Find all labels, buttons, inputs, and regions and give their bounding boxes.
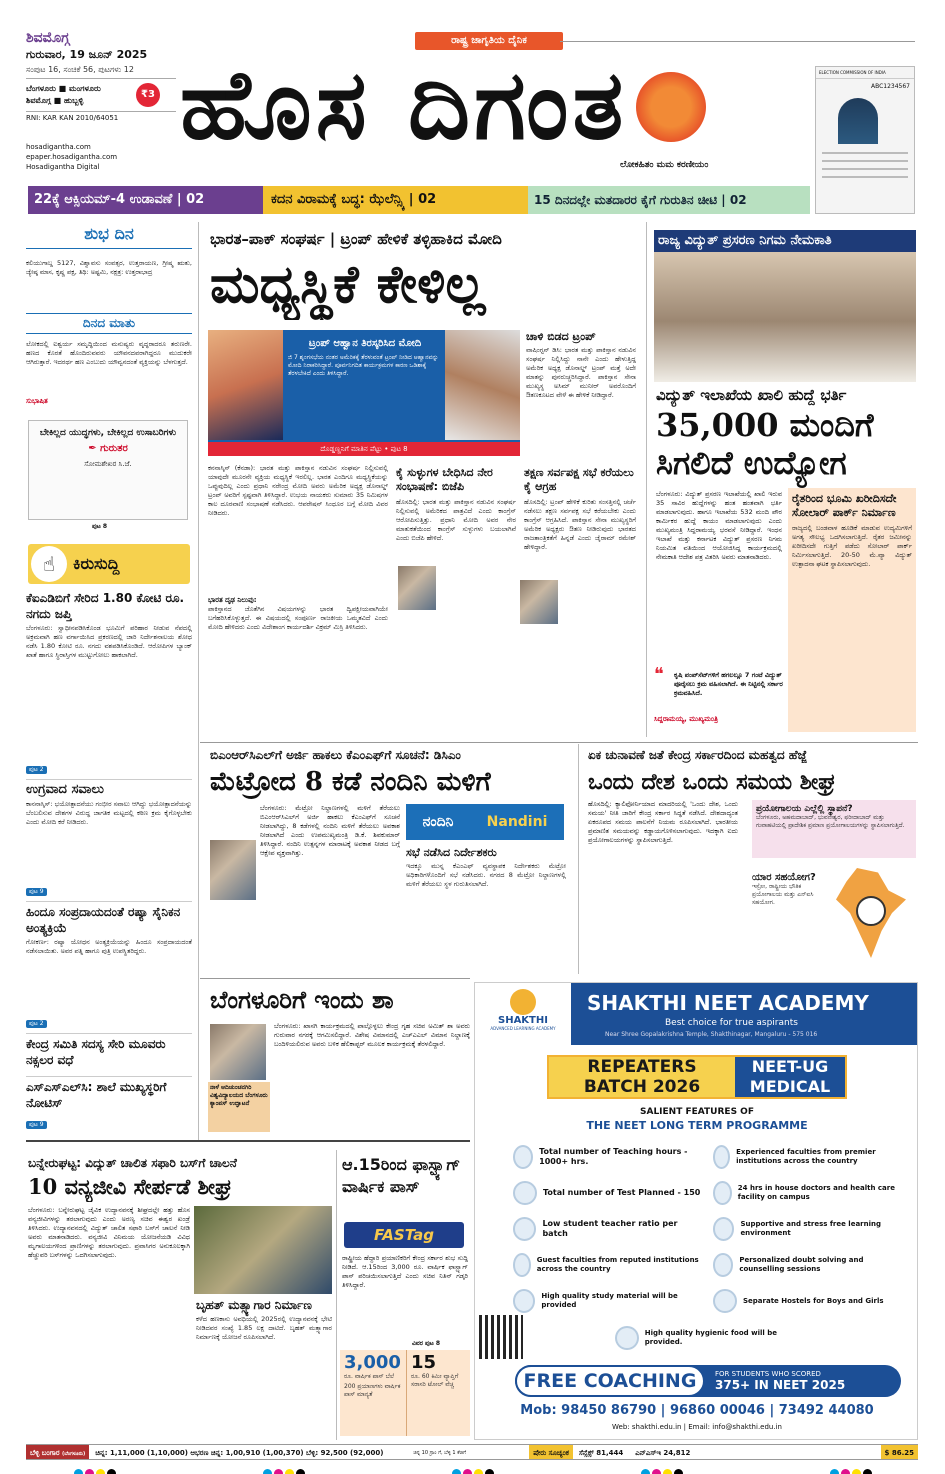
brief-item-2-body: ಕಾನನಾಸ್ಕಿಸ್: ಭಯೋತ್ಪಾದನೆಯು ಗಂಭೀರ ಸವಾಲು ಆಗಿದ್ದು ಭಯೋತ್ಪಾದನೆಯನ್ನು ಬೆಂಬಲಿಸುವ ದೇಶಗಳ ವಿರುದ್ಧ ಜಾಗತಿಕ ಮಟ್ಟದಲ್ಲಿ ಕಠಿಣ ಕ್ರಮ ಕೈಗೊಳ್ಳಬೇಕು ಎಂದು ಮೋದಿ ಕರೆ ನೀಡಿದರು.	[26, 800, 192, 826]
ad-logo-sub: ADVANCED LEARNING ACADEMY	[490, 1026, 556, 1031]
gold-city: (ಬೆಂಗಳೂರು)	[62, 1451, 86, 1457]
ad-header	[475, 983, 918, 1045]
brief-item-3	[26, 901, 192, 1029]
ad-mobile[interactable]: Mob: 98450 86790 | 96860 00046 | 73492 44080	[520, 1403, 874, 1418]
nandini-sub	[406, 846, 566, 966]
quote-text: ಲೋಕದಲ್ಲಿ ಐಶ್ವರ್ಯ ಸಮೃದ್ಧಿಯಿಂದ ಮನುಷ್ಯರು ವೃದ್ಧರಾದರೂ ತರುಣರೇ. ಹಣದ ಕೊರತೆ ಹೊಂದಿರುವವರು ಯೌವನದವರಾಗಿದ್ದರೂ ಮುದುಕರೇ ಆಗಿರುತ್ತಾರೆ. ಇದರರ್ಥ ಹಣ ಎಂಬುದು ಯೌವ್ವನದಂತೆ ವ್ಯಕ್ತಿಯನ್ನು ಬೆಳಗುತ್ತದೆ.	[26, 340, 192, 366]
newspaper-title	[180, 50, 800, 160]
ad-feature-left-2	[513, 1175, 701, 1211]
nandini-headline: ಮೆಟ್ರೋದ 8 ಕಡೆ ನಂದಿನಿ ಮಳಿಗೆ	[210, 767, 491, 797]
teaser-2-text: ಕದನ ವಿರಾಮಕ್ಕೆ ಬದ್ಧ: ಝೆಲೆನ್ಸ್ಕಿ	[271, 192, 405, 207]
shakthi-ad[interactable]	[474, 982, 918, 1440]
collab-head: ಯಾರ ಸಹಯೋಗ?	[752, 872, 816, 883]
power-kicker: ವಿದ್ಯುತ್ ಇಲಾಖೆಯ ಖಾಲಿ ಹುದ್ದೆ ಭರ್ತಿ	[656, 386, 847, 404]
link-website[interactable]: hosadigantha.com	[26, 143, 91, 151]
brief-item-3-more[interactable]: ಪುಟ 2	[26, 1020, 47, 1028]
guest-faculty-icon	[513, 1253, 531, 1277]
dollar-icon: $	[884, 1449, 890, 1457]
ad-feature-right-3-text: Supportive and stress free learning environment	[740, 1220, 882, 1237]
lead-photo-caption-bar: ದೊಡ್ಡಣ್ಣನಿಗೆ ಮಾತಿನ ಪೆಟ್ಟು • ಪುಟ 8	[208, 442, 520, 456]
issue-date: ಗುರುವಾರ, 19 ಜೂನ್ 2025	[26, 48, 148, 61]
ad-features-title-2: THE NEET LONG TERM PROGRAMME	[586, 1119, 808, 1132]
solar-box	[788, 488, 916, 732]
lead-photo-text: ಜಿ 7 ಶೃಂಗಸಭೆಯ ನಂತರ ಅಮೆರಿಕಕ್ಕೆ ತೆರಳುವಂತೆ ಟ್ರಂಪ್ ನೀಡಿದ ಆಹ್ವಾನವನ್ನು ಮೋದಿ ನಿರಾಕರಿಸಿದ್ದಾರೆ. ಪೂರ್ವನಿಗದಿತ ಕಾರ್ಯಕ್ರಮಗಳ ಕಾರಣ ಒಡಿಶಾಕ್ಕೆ ತೆರಳಬೇಕಿದೆ ಎಂದು ತಿಳಿಸಿದ್ದಾರೆ.	[288, 354, 439, 377]
city-mangaluru: ಮಂಗಳೂರು	[69, 84, 101, 93]
lead-body-1-text: ಕನನಾಸ್ಕಿಸ್ (ಕೆನಡಾ): ಭಾರತ ಮತ್ತು ಪಾಕಿಸ್ತಾನ ನಡುವಿನ ಸಂಘರ್ಷ ನಿಲ್ಲಿಸುವಲ್ಲಿ ಯಾವುದೇ ಮೂರನೇ ವ್ಯಕ್ತಿಯ ಮಧ್ಯಸ್ಥಿಕೆ ಇರಲಿಲ್ಲ. ಭಾರತ ಎಂದಿಗೂ ಮಧ್ಯಸ್ಥಿಕೆಯನ್ನು ಒಪ್ಪುವುದಿಲ್ಲ ಎಂದು ಪ್ರಧಾನಿ ನರೇಂದ್ರ ಮೋದಿ ಅವರು ಅಮೆರಿಕ ಅಧ್ಯಕ್ಷ ಡೊನಾಲ್ಡ್ ಟ್ರಂಪ್ ಅವರಿಗೆ ಸ್ಪಷ್ಟವಾಗಿ ತಿಳಿಸಿದ್ದಾರೆ. ಉಭಯ ನಾಯಕರು ಸುಮಾರು 35 ನಿಮಿಷಗಳ ಕಾಲ ದೂರವಾಣಿ ಸಂಭಾಷಣೆ ನಡೆಸಿದರು. ಆಪರೇಷನ್ ಸಿಂಧೂರ ಬಗ್ಗೆ ಮೋದಿ ವಿವರ ನೀಡಿದರು.	[208, 464, 388, 517]
solar-head: ರೈತರಿಂದ ಭೂಮಿ ಖರೀದಿಸದೇ ಸೋಲಾರ್ ಪಾರ್ಕ್ ನಿರ್ಮಾಣ	[792, 492, 897, 519]
dinada-maatu-heading: ದಿನದ ಮಾತು	[26, 313, 192, 334]
ad-logo-text: SHAKTHI	[498, 1015, 548, 1026]
ad-feature-last-text: High quality hygienic food will be provided.	[644, 1329, 777, 1346]
teaser-2-page: 02	[418, 192, 437, 207]
ad-logo-emblem-icon	[510, 989, 536, 1015]
modi-photo	[445, 330, 520, 440]
voter-photo-icon	[838, 98, 878, 144]
power-body: ಬೆಂಗಳೂರು: ವಿದ್ಯುತ್ ಪ್ರಸರಣ ಇಲಾಖೆಯಲ್ಲಿ ಖಾಲಿ ಇರುವ 35 ಸಾವಿರ ಹುದ್ದೆಗಳನ್ನು ಹಂತ ಹಂತವಾಗಿ ಭರ್ತಿ ಮಾಡಲಾಗುವುದು. ಹಾಗೂ ಇಲಾಖೆಯ 532 ಮಂದಿ ಪೌರ ಕಾರ್ಮಿಕರ ಹುದ್ದೆ ಕಾಯಂ ಮಾಡಲಾಗುವುದು ಎಂದು ಮುಖ್ಯಮಂತ್ರಿ ಸಿದ್ದರಾಮಯ್ಯ ಭರವಸೆ ನೀಡಿದ್ದಾರೆ. ಇಂಧನ ಇಲಾಖೆ ಮತ್ತು ಕರ್ನಾಟಕ ವಿದ್ಯುತ್ ಪ್ರಸರಣ ನಿಗಮ ನಿಯಮಿತ ವತಿಯಿಂದ ಆಯೋಜಿಸಿದ್ದ ಕಾರ್ಯಕ್ರಮದಲ್ಲಿ ನೇಮಕಾತಿ ಆದೇಶ ಪತ್ರ ವಿತರಿಸಿ ಅವರು ಮಾತನಾಡಿದರು.	[656, 490, 782, 561]
safari-photo	[194, 1206, 332, 1294]
brief-item-5-more[interactable]: ಪುಟ 9	[26, 1121, 47, 1129]
kirusuddi-banner	[28, 544, 190, 584]
ad-tagline: Best choice for true aspirants	[665, 1018, 798, 1028]
power-quote-author: ಸಿದ್ದರಾಮಯ್ಯ, ಮುಖ್ಯಮಂತ್ರಿ	[654, 715, 718, 723]
ad-feature-right-4	[713, 1247, 909, 1283]
edition-name: ಶಿವಮೊಗ್ಗ	[26, 30, 70, 46]
clock-hours-icon	[513, 1145, 533, 1169]
lead-body-1	[208, 464, 388, 734]
lead-sub-1-head: ಕೈ ಸುಳ್ಳುಗಳ ಬೇಧಿಸಿದ ನೇರ ಸಂಭಾಷಣೆ: ಬಿಜೆಪಿ	[396, 466, 493, 493]
safari-kicker: ಬನ್ನೇರುಘಟ್ಟ: ವಿದ್ಯುತ್ ಚಾಲಿತ ಸಫಾರಿ ಬಸ್‌ಗೆ ಚಾಲನೆ	[28, 1156, 237, 1170]
cartoon-text: ಬೇಕಿಲ್ಲದ ಯುದ್ಧಗಳು, ಬೇಕಿಲ್ಲದ ಉಸಾಬರಿಗಳು	[39, 428, 177, 438]
motto: ಲೋಕಹಿತಂ ಮಮ ಕರಣೀಯಂ	[620, 160, 709, 170]
labs-head: ಪ್ರಯೋಗಾಲಯ ಎಲ್ಲೆಲ್ಲಿ ಸ್ಥಾಪನೆ?	[756, 804, 853, 814]
usd-box	[881, 1445, 918, 1459]
cartoon-author: ಸೋಮಶೇಖರ ಸಿ.ಜೆ.	[84, 460, 132, 468]
ad-feature-right-2	[713, 1175, 909, 1211]
panchanga-text: ಕಲಿಯುಗಾಬ್ದ 5127, ವಿಶ್ವಾವಸು ಸಂವತ್ಸರ, ಉತ್ತರಾಯಣ, ಗ್ರೀಷ್ಮ ಋತು, ಜ್ಯೇಷ್ಠ ಮಾಸ, ಕೃಷ್ಣ ಪಕ್ಷ, ತಿಥಿ: ಅಷ್ಟಮಿ, ನಕ್ಷತ್ರ: ಉತ್ತರಾಭಾದ್ರ	[26, 259, 192, 276]
kirusuddi-heading: ಕಿರುಸುದ್ದಿ	[73, 554, 120, 573]
usd-rate: 86.25	[891, 1449, 914, 1457]
gold-label-box	[26, 1445, 89, 1459]
ad-batch-box	[547, 1055, 847, 1099]
nandini-kicker: ಬಿಎಂಆರ್‌ಸಿಎಲ್‌ಗೆ ಅರ್ಜಿ ಹಾಕಲು ಕೆಎಂಎಫ್‌ಗೆ ಸೂಚನೆ: ಡಿಸಿಎಂ	[210, 748, 461, 762]
brief-item-3-body: ಗೋಕರ್ಣ: ರಷ್ಯಾ ಯೋಧನ ಅಂತ್ಯಕ್ರಿಯೆಯನ್ನು ಹಿಂದೂ ಸಂಪ್ರದಾಯದಂತೆ ನಡೆಸಲಾಯಿತು. ಅವರ ಪತ್ನಿ ಹಾಗೂ ಪುತ್ರಿ ಉಪಸ್ಥಿತರಿದ್ದರು.	[26, 938, 192, 955]
ad-feature-left-2-text: Total number of Test Planned - 150	[543, 1188, 701, 1197]
quote-icon: ❝	[654, 664, 664, 685]
trump-photo	[208, 330, 283, 440]
link-epaper[interactable]: epaper.hosadigantha.com	[26, 153, 118, 161]
onetime-headline: ಒಂದು ದೇಶ ಒಂದು ಸಮಯ ಶೀಘ್ರ	[588, 769, 836, 795]
brief-item-1-more[interactable]: ಪುಟ 2	[26, 766, 47, 774]
market-label: ಷೇರು ಸೂಚ್ಯಂಕ	[529, 1445, 573, 1459]
ad-feature-left-1	[513, 1139, 701, 1175]
fastag-stat-2	[406, 1350, 470, 1436]
fastag-headline: ಆ.15ರಿಂದ ಫಾಸ್ಟ್ಯಾಗ್ ವಾರ್ಷಿಕ ಪಾಸ್	[342, 1155, 461, 1196]
brief-item-2	[26, 779, 192, 897]
hostel-icon	[713, 1289, 737, 1313]
ad-name: SHAKTHI NEET ACADEMY	[587, 991, 869, 1015]
fastag-stat-1-value: 3,000	[344, 1352, 401, 1373]
lead-photo-page: ಪುಟ 8	[390, 445, 408, 453]
ad-web[interactable]: Web: shakthi.edu.in | Email: info@shakthi.edu.in	[612, 1423, 782, 1431]
ad-free-coaching	[515, 1365, 901, 1397]
teaser-2[interactable]: ಕದನ ವಿರಾಮಕ್ಕೆ ಬದ್ಧ: ಝೆಲೆನ್ಸ್ಕಿ | 02	[263, 186, 528, 214]
ad-free-sub-2: 375+ IN NEET 2025	[715, 1378, 846, 1392]
ad-feature-right-3	[713, 1211, 909, 1247]
ad-logo	[475, 983, 571, 1045]
shah-body: ಬೆಂಗಳೂರು: ಖಾಸಗಿ ಕಾರ್ಯಕ್ರಮದಲ್ಲಿ ಪಾಲ್ಗೊಳ್ಳಲು ಕೇಂದ್ರ ಗೃಹ ಸಚಿವ ಅಮಿತ್ ಶಾ ಅವರು ಗುರುವಾರ ನಗರಕ್ಕೆ ಆಗಮಿಸಲಿದ್ದಾರೆ. ವಿಶೇಷ ವಿಮಾನದಲ್ಲಿ ಎಚ್‌ಎಎಲ್ ವಿಮಾನ ನಿಲ್ದಾಣಕ್ಕೆ ಬಂದಿಳಿಯಲಿರುವ ಅವರು ಬಳಿಕ ಹೆಲಿಕಾಪ್ಟರ್ ಮೂಲಕ ಕಾರ್ಯಕ್ರಮಕ್ಕೆ ತೆರಳಲಿದ್ದಾರೆ.	[274, 1022, 470, 1048]
power-photo	[654, 230, 916, 382]
lead-side-head: ಚಾಳಿ ಬಿಡದ ಟ್ರಂಪ್	[526, 330, 596, 343]
brief-news-list	[26, 590, 192, 1130]
bjp-leader-photo	[398, 566, 436, 610]
nandini-sub-head: ಸಭೆ ನಡೆಸಿದ ನಿರ್ದೇಶಕರು	[406, 846, 497, 859]
fastag-stat-2-value: 15	[411, 1352, 437, 1373]
cartoon-page-ref: ಪುಟ 8	[92, 523, 108, 530]
nifty-value: ಎನ್‌ಎಸ್‌ಇ 24,812	[635, 1449, 691, 1457]
masthead-left	[26, 30, 176, 172]
ad-qr-code-icon	[479, 1315, 523, 1359]
ad-address: Near Shree Gopalakrishna Temple, Shakthinagar, Mangaluru - 575 016	[605, 1031, 818, 1038]
doctor-icon	[713, 1181, 732, 1205]
ad-feature-right-1	[713, 1139, 909, 1175]
labs-body: ಬೆಂಗಳೂರು, ಅಹಮದಾಬಾದ್, ಭುವನೇಶ್ವರ, ಫರೀದಾಬಾದ್ ಮತ್ತು ಗುವಾಹಟಿಯಲ್ಲಿ ಪ್ರಾದೇಶಿಕ ಪ್ರಮಾಣ ಪ್ರಯೋಗಾಲಯಗಳನ್ನು ಸ್ಥಾಪಿಸಲಾಗುತ್ತಿದೆ.	[756, 814, 905, 829]
aquarium-body: ಕಳೆದ ಹಣಕಾಸು ಅವಧಿಯಲ್ಲಿ 2025ರಲ್ಲಿ ಉದ್ಯಾನವನಕ್ಕೆ ಭೇಟಿ ನೀಡಿದವರ ಸಂಖ್ಯೆ 1.85 ಲಕ್ಷ ದಾಟಿದೆ. ಬೃಹತ್ ಮತ್ಸ್ಯಾಗಾರ ನಿರ್ಮಾಣಕ್ಕೆ ಯೋಜನೆ ರೂಪಿಸಲಾಗಿದೆ.	[196, 1315, 332, 1341]
brief-item-2-more[interactable]: ಪುಟ 9	[26, 888, 47, 896]
onetime-kicker: ಏಕ ಚುನಾವಣೆ ಜತೆ ಕೇಂದ್ರ ಸರ್ಕಾರದಿಂದ ಮಹತ್ವದ ಹೆಜ್ಜೆ	[588, 748, 807, 762]
rni-number: RNI: KAR KAN 2010/64051	[26, 111, 176, 122]
study-material-icon	[513, 1289, 535, 1313]
teaser-1-page: 02	[186, 192, 205, 207]
city-shivamogga: ಶಿವಮೊಗ್ಗ	[26, 96, 51, 105]
web-links	[26, 142, 176, 172]
lead-photo-caption: ದೊಡ್ಡಣ್ಣನಿಗೆ ಮಾತಿನ ಪೆಟ್ಟು	[320, 445, 383, 453]
india-map-clock	[752, 862, 916, 970]
faculty-icon	[713, 1145, 730, 1169]
voter-card-lines	[822, 152, 908, 178]
quote-source: ಸುಭಾಷಿತ	[26, 397, 48, 405]
color-registration-marks	[0, 1463, 945, 1473]
city-bengaluru: ಬೆಂಗಳೂರು	[26, 84, 56, 93]
ad-exam	[735, 1057, 845, 1097]
lead-sub-2-body: ಹೊಸದಿಲ್ಲಿ: ಟ್ರಂಪ್ ಹೇಳಿಕೆ ಕುರಿತು ಸಂಸತ್ತಿನಲ್ಲಿ ಚರ್ಚೆ ನಡೆಸಲು ತಕ್ಷಣ ಸರ್ವಪಕ್ಷ ಸಭೆ ಕರೆಯಬೇಕು ಎಂದು ಕಾಂಗ್ರೆಸ್ ಆಗ್ರಹಿಸಿದೆ. ಪಾಕಿಸ್ತಾನ ಸೇನಾ ಮುಖ್ಯಸ್ಥರಿಗೆ ಅಮೆರಿಕ ಅಧ್ಯಕ್ಷರು ಔತಣ ನೀಡಿರುವುದು ಭಾರತದ ರಾಜತಾಂತ್ರಿಕತೆಗೆ ಹಿನ್ನಡೆ ಎಂದು ಜೈರಾಮ್ ರಮೇಶ್ ಹೇಳಿದ್ದಾರೆ.	[524, 498, 636, 551]
teaser-strip	[28, 186, 810, 214]
brief-item-4	[26, 1033, 192, 1068]
brief-item-4-head: ಕೇಂದ್ರ ಸಮಿತಿ ಸದಸ್ಯ ಸೇರಿ ಮೂವರು ನಕ್ಸಲರ ವಧೆ	[26, 1037, 166, 1067]
safari-body: ಬೆಂಗಳೂರು: ಬನ್ನೇರುಘಟ್ಟ ಜೈವಿಕ ಉದ್ಯಾನವನಕ್ಕೆ ಶೀಘ್ರದಲ್ಲೇ ಹತ್ತು ಹೊಸ ವನ್ಯಜೀವಿಗಳನ್ನು ತರಲಾಗುವುದು ಎಂದು ಅರಣ್ಯ ಸಚಿವ ಈಶ್ವರ ಖಂಡ್ರೆ ತಿಳಿಸಿದರು. ಉದ್ಯಾನವನದಲ್ಲಿ ವಿದ್ಯುತ್ ಚಾಲಿತ ಸಫಾರಿ ಬಸ್‌ಗೆ ಚಾಲನೆ ನೀಡಿ ಅವರು ಮಾತನಾಡಿದರು. ವನ್ಯಜೀವಿ ವಿನಿಮಯ ಯೋಜನೆಯಡಿ ವಿವಿಧ ಮೃಗಾಲಯಗಳಿಂದ ಪ್ರಾಣಿಗಳನ್ನು ತರಲಾಗುವುದು. ಪ್ರವಾಸಿಗರ ಅನುಕೂಲಕ್ಕಾಗಿ ಹೆಚ್ಚುವರಿ ಬಸ್‌ಗಳನ್ನು ಒದಗಿಸಲಾಗುವುದು.	[28, 1206, 190, 1259]
ad-feature-left-3-text: Low student teacher ratio per batch	[542, 1219, 678, 1238]
sensex-value: ಸೆನ್ಸೆಕ್ಸ್ 81,444	[578, 1449, 624, 1457]
fastag-body: ರಾಷ್ಟ್ರೀಯ ಹೆದ್ದಾರಿ ಪ್ರಯಾಣಿಕರಿಗೆ ಕೇಂದ್ರ ಸರ್ಕಾರ ಶುಭ ಸುದ್ದಿ ನೀಡಿದೆ. ಆ.15ರಿಂದ 3,000 ರೂ. ವಾರ್ಷಿಕ ಫಾಸ್ಟ್ಯಾಗ್ ಪಾಸ್ ಪರಿಚಯಿಸಲಾಗುತ್ತಿದೆ ಎಂದು ಸಚಿವ ನಿತಿನ್ ಗಡ್ಕರಿ ತಿಳಿಸಿದ್ದಾರೆ.	[342, 1254, 468, 1289]
ad-exam-2: MEDICAL	[749, 1077, 831, 1096]
shah-caption: ನಾಳೆ ಆದಿಚುಂಚನಗಿರಿ ವಿಶ್ವವಿದ್ಯಾಲಯದ ಬೆಂಗಳೂರು ಕ್ಯಾಂಪಸ್ ಉದ್ಘಾಟನೆ	[208, 1082, 270, 1132]
aquarium-head: ಬೃಹತ್ ಮತ್ಸ್ಯಾಗಾರ ನಿರ್ಮಾಣ	[196, 1298, 312, 1312]
onetime-body: ಹೊಸದಿಲ್ಲಿ: ಕ್ಯಾಲಿಫೋರ್ನಿಯಾದ ಮಾದರಿಯಲ್ಲಿ 'ಒಂದು ದೇಶ, ಒಂದು ಸಮಯ' ನೀತಿ ಜಾರಿಗೆ ಕೇಂದ್ರ ಸರ್ಕಾರ ಸಿದ್ಧತೆ ನಡೆಸಿದೆ. ದೇಶದಾದ್ಯಂತ ಏಕರೂಪದ ಸಮಯ ಪಾಲನೆಗೆ ನಿಯಮ ರೂಪಿಸಲಾಗಿದೆ. ಭಾರತೀಯ ಪ್ರಮಾಣಿತ ಸಮಯವನ್ನು ಕಡ್ಡಾಯಗೊಳಿಸಲಾಗುವುದು. ಇದಕ್ಕಾಗಿ ಐದು ಪ್ರಯೋಗಾಲಯಗಳನ್ನು ಸ್ಥಾಪಿಸಲಾಗುತ್ತಿದೆ.	[588, 800, 738, 844]
congress-leader-photo	[520, 580, 558, 624]
left-column	[26, 224, 192, 406]
lead-sub-2-head: ತಕ್ಷಣ ಸರ್ವಪಕ್ಷ ಸಭೆ ಕರೆಯಲು ಕೈ ಆಗ್ರಹ	[524, 466, 634, 493]
counselling-icon	[713, 1253, 733, 1277]
ad-feature-right-4-text: Personalized doubt solving and counselling sessions	[739, 1256, 864, 1273]
power-quote	[654, 664, 784, 734]
lead-kicker: ಭಾರತ–ಪಾಕ್ ಸಂಘರ್ಷ | ಟ್ರಂಪ್ ಹೇಳಿಕೆ ತಳ್ಳಿಹಾಕಿದ ಮೋದಿ	[210, 230, 502, 248]
ad-batch	[549, 1057, 735, 1097]
ad-features-left	[513, 1139, 701, 1319]
brief-item-1-body: ಬೆಂಗಳೂರು: ಸ್ವಾಧೀನಪಡಿಸಿಕೊಂಡ ಭೂಮಿಗೆ ಪರಿಹಾರ ನೀಡುವ ನೆಪದಲ್ಲಿ ಅಕ್ರಮವಾಗಿ ಹಣ ವರ್ಗಾಯಿಸಿದ ಪ್ರಕರಣದಲ್ಲಿ ಜಾರಿ ನಿರ್ದೇಶನಾಲಯ ಶೋಧ ನಡೆಸಿ 1.80 ಕೋಟಿ ರೂ. ನಗದು ವಶಪಡಿಸಿಕೊಂಡಿದೆ. ಆರೋಪಿಗಳ ಬ್ಯಾಂಕ್ ಖಾತೆ ಹಾಗೂ ಸ್ಥಿರಾಸ್ತಿಗಳ ಮುಟ್ಟುಗೋಲು ಹಾಕಲಾಗಿದೆ.	[26, 624, 192, 659]
ad-feature-left-1-text: Total number of Teaching hours - 1000+ hrs.	[539, 1147, 688, 1166]
ad-feature-left-5-text: High quality study material will be provided	[541, 1292, 678, 1309]
teaser-1-text: 22ಕ್ಕೆ ಆಕ್ಸಿಯಮ್-4 ಉಡಾವಣೆ	[34, 192, 173, 207]
lead-side-body: ವಾಷಿಂಗ್ಟನ್ ಡಿಸಿ: ಭಾರತ ಮತ್ತು ಪಾಕಿಸ್ತಾನ ನಡುವಿನ ಸಂಘರ್ಷ ನಿಲ್ಲಿಸಿದ್ದು ನಾನೇ ಎಂದು ಹೇಳುತ್ತಿದ್ದ ಅಮೆರಿಕ ಅಧ್ಯಕ್ಷ ಡೊನಾಲ್ಡ್ ಟ್ರಂಪ್ ಮತ್ತೆ ಅದೇ ಮಾತನ್ನು ಪುನರುಚ್ಚರಿಸಿದ್ದಾರೆ. ಪಾಕಿಸ್ತಾನ ಸೇನಾ ಮುಖ್ಯಸ್ಥ ಅಸಿಮ್ ಮುನೀರ್ ಅವರೊಂದಿಗೆ ಔತಣಕೂಟದ ವೇಳೆ ಈ ಹೇಳಿಕೆ ನೀಡಿದ್ದಾರೆ.	[526, 346, 636, 399]
ad-feature-left-4	[513, 1247, 701, 1283]
labs-box	[752, 800, 916, 858]
safari-headline: 10 ವನ್ಯಜೀವಿ ಸೇರ್ಪಡೆ ಶೀಘ್ರ	[28, 1174, 232, 1199]
fastag-stat-1-label: ರೂ. ವಾರ್ಷಿಕ ಪಾಸ್ ಬೆಲೆ	[344, 1373, 395, 1380]
shah-photo	[210, 1024, 266, 1080]
title-text: ಹೊಸ ದಿಗಂತ	[180, 48, 628, 161]
ad-features-title-1: SALIENT FEATURES OF	[640, 1107, 754, 1117]
lead-photo-headline: ಟ್ರಂಪ್ ಆಹ್ವಾನ ತಿರಸ್ಕರಿಸಿದ ಮೋದಿ	[308, 338, 422, 349]
clock-icon	[856, 896, 886, 926]
solar-body: ರಾಜ್ಯದಲ್ಲಿ ಬಂಡವಾಳ ಹೂಡಿಕೆ ಮಾಡುವ ಉದ್ಯಮಿಗಳಿಗೆ ಅಗತ್ಯ ಸೌಲಭ್ಯ ಒದಗಿಸಲಾಗುತ್ತಿದೆ. ರೈತರ ಜಮೀನನ್ನು ಖರೀದಿಸದೇ ಗುತ್ತಿಗೆ ಪಡೆದು ಸೋಲಾರ್ ಪಾರ್ಕ್ ನಿರ್ಮಿಸಲಾಗುತ್ತಿದೆ. 20-50 ಮೆ.ವ್ಯಾ ವಿದ್ಯುತ್ ಉತ್ಪಾದನಾ ಘಟಕ ಸ್ಥಾಪಿಸಲಾಗುವುದು.	[792, 524, 912, 568]
footer-bar	[26, 1444, 918, 1460]
voter-card-header: ELECTION COMMISSION OF INDIA	[816, 67, 914, 79]
gold-note: ಚಿನ್ನ 10 ಗ್ರಾಂ ಗೆ, ಬೆಳ್ಳಿ 1 ಕೆಜಿಗೆ	[413, 1450, 466, 1456]
power-quote-text: ಕೃಷಿ ಪಂಪ್‌ಸೆಟ್‌ಗಳಿಗೆ ಹಗಲಲ್ಲೂ 7 ಗಂಟೆ ವಿದ್ಯುತ್ ಪೂರೈಸಲು ಕ್ರಮ ವಹಿಸಲಾಗಿದೆ. ಈ ನಿಟ್ಟಿನಲ್ಲಿ ಸರ್ಕಾರ ಕ್ರಮವಹಿಸಿದೆ.	[674, 671, 783, 697]
collab-body: ಇಸ್ರೋ, ರಾಷ್ಟ್ರೀಯ ಭೌತಿಕ ಪ್ರಯೋಗಾಲಯ ಮತ್ತು ಎನ್‌ಐಸಿ ಸಹಯೋಗ.	[752, 883, 814, 906]
dcm-photo	[210, 840, 256, 900]
city-hubballi: ಹುಬ್ಬಳ್ಳಿ	[64, 96, 84, 105]
brief-item-1-head: ಕೆಐಎಡಿಬಿಗೆ ಸೇರಿದ 1.80 ಕೋಟಿ ರೂ. ನಗದು ಜಪ್ತಿ	[26, 591, 185, 621]
teaser-3-page: 02	[729, 193, 747, 207]
food-icon	[615, 1326, 639, 1350]
test-paper-icon	[513, 1181, 537, 1205]
ad-batch-2: BATCH 2026	[583, 1077, 701, 1097]
ad-feature-right-1-text: Experienced faculties from premier institutions across the country	[736, 1148, 876, 1165]
ad-feature-left-4-text: Guest faculties from reputed institutions across the country	[536, 1256, 699, 1273]
ad-feature-right-5-text: Separate Hostels for Boys and Girls	[743, 1296, 884, 1305]
power-headline-2: ಸಿಗಲಿದೆ ಉದ್ಯೋಗ	[656, 444, 847, 482]
shah-headline: ಬೆಂಗಳೂರಿಗೆ ಇಂದು ಶಾ	[210, 985, 394, 1014]
lead-sub-1-body: ಹೊಸದಿಲ್ಲಿ: ಭಾರತ ಮತ್ತು ಪಾಕಿಸ್ತಾನ ನಡುವಿನ ಸಂಘರ್ಷ ನಿಲ್ಲಿಸುವಲ್ಲಿ ಅಮೆರಿಕದ ಪಾತ್ರವಿದೆ ಎಂದು ಕಾಂಗ್ರೆಸ್ ಆರೋಪಿಸುತ್ತಿತ್ತು. ಪ್ರಧಾನಿ ಮೋದಿ ಅವರ ನೇರ ಮಾತುಕತೆಯಿಂದ ಕಾಂಗ್ರೆಸ್ ಸುಳ್ಳುಗಳು ಬಯಲಾಗಿವೆ ಎಂದು ಬಿಜೆಪಿ ಹೇಳಿದೆ.	[396, 498, 516, 542]
lead-headline: ಮಧ್ಯಸ್ಥಿಕೆ ಕೇಳಿಲ್ಲ	[210, 254, 486, 315]
teaser-1[interactable]: 22ಕ್ಕೆ ಆಕ್ಸಿಯಮ್-4 ಉಡಾವಣೆ | 02	[28, 186, 263, 214]
ad-free-sub-1: FOR STUDENTS WHO SCORED	[715, 1370, 821, 1378]
lead-photo-box	[208, 330, 520, 456]
power-banner: ರಾಜ್ಯ ವಿದ್ಯುತ್ ಪ್ರಸರಣ ನಿಗಮ ನೇಮಕಾತಿ	[658, 233, 832, 248]
ad-feature-left-5	[513, 1283, 701, 1319]
fastag-page[interactable]: ವಿವರ ಪುಟ 8	[412, 1340, 441, 1347]
hand-icon: ☝	[31, 546, 67, 582]
sun-logo-icon	[636, 72, 706, 142]
cartoon-box	[28, 420, 188, 520]
fastag-logo: FASTag	[344, 1222, 464, 1248]
voter-card-id: ABC1234567	[870, 83, 910, 90]
cartoon-title: ಗುರುತರ	[100, 443, 128, 454]
issue-volume: ಸಂಪುಟ 16, ಸಂಚಿಕೆ 56, ಪುಟಗಳು 12	[26, 65, 176, 79]
lead-body-1-sub: ಭಾರತ ದೃಢ ನಿಲುವು:	[208, 596, 257, 604]
lead-side-story	[526, 330, 636, 470]
price-badge: ₹3	[136, 83, 160, 107]
pen-icon: ✒	[88, 443, 97, 454]
cities-block: ಬೆಂಗಳೂರು ■ ಮಂಗಳೂರು ಶಿವಮೊಗ್ಗ ■ ಹುಬ್ಬಳ್ಳಿ ₹3	[26, 83, 176, 107]
fastag-stat-box	[340, 1350, 470, 1436]
shubha-dina-heading: ಶುಭ ದಿನ	[26, 224, 192, 249]
brief-item-3-head: ಹಿಂದೂ ಸಂಪ್ರದಾಯದಂತೆ ರಷ್ಯಾ ಸೈನಿಕನ ಅಂತ್ಯಕ್ರಿಯೆ	[26, 905, 181, 935]
nandini-logo-en: Nandini	[486, 814, 548, 830]
support-icon	[713, 1217, 734, 1241]
fastag-stat-1-sub: 200 ಪ್ರಯಾಣಗಳು ವಾರ್ಷಿಕ ಪಾಸ್ ಮಾನ್ಯತೆ	[344, 1383, 401, 1398]
gold-rates: ಚಿನ್ನ: 1,11,000 (1,10,000) ಆಭರಣ ಚಿನ್ನ: 1,00,910 (1,00,370) ಬೆಳ್ಳಿ: 92,500 (92,000)	[95, 1449, 384, 1457]
teaser-3[interactable]: 15 ದಿನದಲ್ಲೇ ಮತದಾರರ ಕೈಗೆ ಗುರುತಿನ ಚೀಟಿ | 02	[528, 186, 810, 214]
nandini-logo-kn: ನಂದಿನಿ	[422, 814, 454, 830]
brief-item-5	[26, 1076, 192, 1130]
brief-item-5-head: ಎಸ್‌ಎಸ್‌ಎಲ್‌ಸಿ: ಶಾಲೆ ಮುಖ್ಯಸ್ಥರಿಗೆ ನೋಟಿಸ್	[26, 1080, 167, 1110]
ad-feature-left-3	[513, 1211, 701, 1247]
aquarium-sub	[196, 1298, 332, 1415]
voter-id-card	[815, 66, 915, 214]
lead-body-1-text-b: ಪಾಕಿಸ್ತಾನದ ಜೊತೆಗಿನ ವಿಷಯಗಳನ್ನು ಭಾರತ ದ್ವಿಪಕ್ಷೀಯವಾಗಿಯೇ ಬಗೆಹರಿಸಿಕೊಳ್ಳುತ್ತದೆ. ಈ ವಿಷಯದಲ್ಲಿ ಸಂಪೂರ್ಣ ರಾಜಕೀಯ ಒಮ್ಮತವಿದೆ ಎಂದು ಮೋದಿ ಹೇಳಿದರು ಎಂದು ವಿದೇಶಾಂಗ ಕಾರ್ಯದರ್ಶಿ ವಿಕ್ರಮ್ ಮಿಸ್ರಿ ತಿಳಿಸಿದರು.	[208, 605, 388, 631]
ad-feature-right-5	[713, 1283, 909, 1319]
nandini-sub-body: ಇದಕ್ಕೂ ಮುನ್ನ ಕೆಎಂಎಫ್ ವ್ಯವಸ್ಥಾಪಕ ನಿರ್ದೇಶಕರು ಮೆಟ್ರೋ ಅಧಿಕಾರಿಗಳೊಂದಿಗೆ ಸಭೆ ನಡೆಸಿದರು. ನಗರದ 8 ಮೆಟ್ರೋ ನಿಲ್ದಾಣಗಳಲ್ಲಿ ಮಳಿಗೆ ತೆರೆಯಲು ಸ್ಥಳ ಗುರುತಿಸಲಾಗಿದೆ.	[406, 862, 566, 888]
power-headline-1: 35,000 ಮಂದಿಗೆ	[656, 406, 874, 444]
nandini-logo-banner	[406, 804, 564, 840]
ad-features-right	[713, 1139, 909, 1319]
teacher-icon	[513, 1217, 536, 1241]
teaser-3-text: 15 ದಿನದಲ್ಲೇ ಮತದಾರರ ಕೈಗೆ ಗುರುತಿನ ಚೀಟಿ	[534, 193, 718, 207]
fastag-stat-1	[340, 1350, 406, 1436]
ad-exam-1: NEET-UG	[751, 1057, 829, 1076]
tagline-ribbon: ರಾಷ್ಟ್ರ ಜಾಗೃತಿಯ ದೈನಿಕ	[415, 32, 563, 50]
brief-item-1	[26, 590, 192, 775]
gold-label: ಬೆಳ್ಳಿ ಬಂಗಾರ	[30, 1449, 60, 1457]
ad-free-sub	[715, 1370, 845, 1392]
fastag-stat-2-label: ರೂ. 60 ಕಿಮೀ ವ್ಯಾಪ್ತಿಗೆ ಸರಾಸರಿ ಟೋಲ್ ವೆಚ್ಚ	[411, 1373, 459, 1388]
nandini-body: ಬೆಂಗಳೂರು: ಮೆಟ್ರೋ ನಿಲ್ದಾಣಗಳಲ್ಲಿ ಮಳಿಗೆ ತೆರೆಯಲು ಬಿಎಂಆರ್‌ಸಿಎಲ್‌ಗೆ ಅರ್ಜಿ ಹಾಕಲು ಕೆಎಂಎಫ್‌ಗೆ ಸೂಚನೆ ನೀಡಲಾಗಿದ್ದು, 8 ಕಡೆಗಳಲ್ಲಿ ನಂದಿನಿ ಮಳಿಗೆ ತೆರೆಯಲು ಅವಕಾಶ ನೀಡಲಾಗಿದೆ ಎಂದು ಉಪಮುಖ್ಯಮಂತ್ರಿ ಡಿ.ಕೆ. ಶಿವಕುಮಾರ್ ತಿಳಿಸಿದ್ದಾರೆ. ನಂದಿನಿ ಉತ್ಪನ್ನಗಳ ಮಾರಾಟಕ್ಕೆ ಅವಕಾಶ ನೀಡದ ಬಗ್ಗೆ ಆಕ್ಷೇಪ ವ್ಯಕ್ತವಾಗಿತ್ತು.	[260, 804, 400, 857]
brief-item-2-head: ಉಗ್ರವಾದ ಸವಾಲು	[26, 782, 104, 797]
ad-free-text: FREE COACHING	[515, 1365, 705, 1397]
link-digital[interactable]: Hosadigantha Digital	[26, 163, 100, 171]
ad-batch-1: REPEATERS	[587, 1057, 697, 1077]
ad-feature-last	[615, 1323, 815, 1353]
ad-feature-right-2-text: 24 hrs in house doctors and health care facility on campus	[737, 1184, 895, 1201]
